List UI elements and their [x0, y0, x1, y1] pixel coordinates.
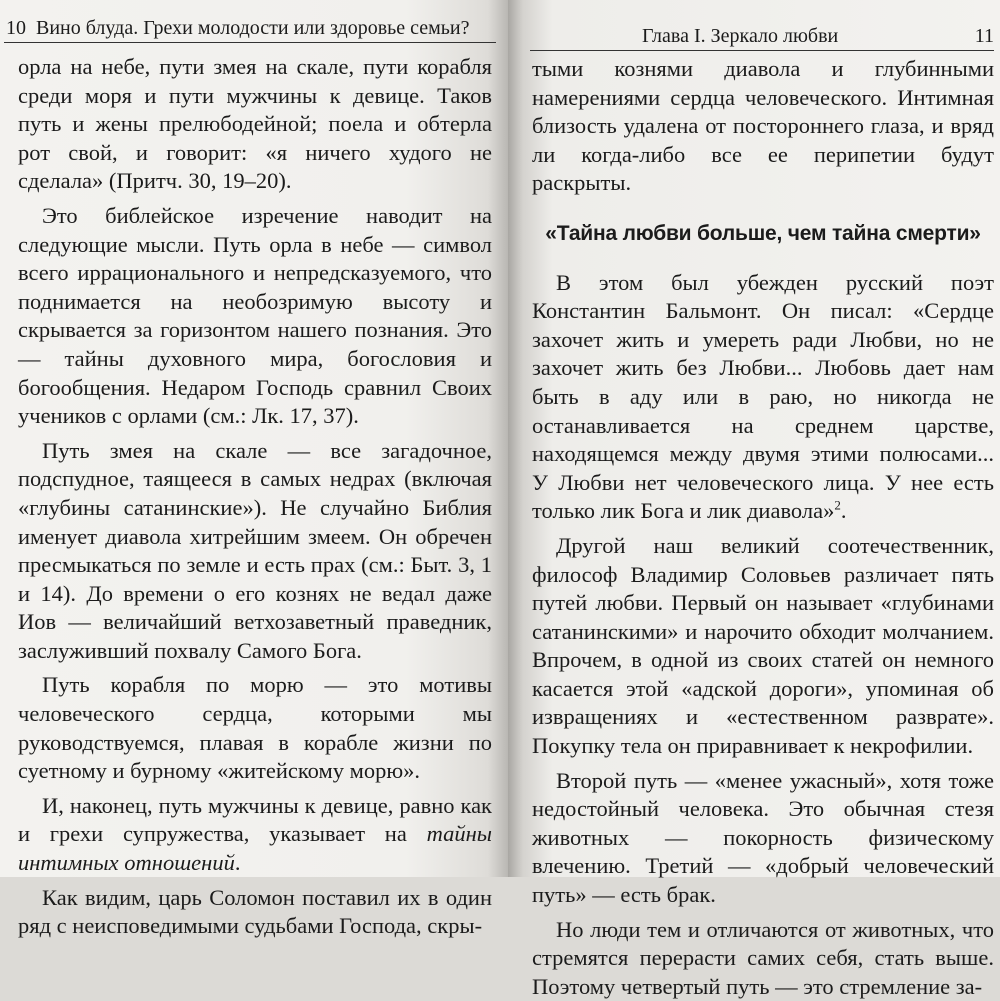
left-running-head: [4, 4, 496, 43]
right-body-text: [530, 51, 994, 1001]
section-heading: «Тайна любви больше, чем тайна смерти»: [545, 221, 981, 245]
page-number: 11: [974, 25, 994, 47]
paragraph: Это библейское изречение наводит на следующие мысли. Путь орла в небе — символ всего иррационального и непредсказуемого, что поднимается на необозримую высоту и скрывается за горизонтом нашего познания. Это — тайны духовного мира, богословия и богообщения. Недаром Господь сравнил Своих учеников с орлами (см.: Лк. 17, 37).: [18, 202, 492, 429]
italic-phrase: тайны интимных отношений: [18, 821, 492, 876]
paragraph: орла на небе, пути змея на скале, пути корабля среди моря и пути мужчины к девице. Таков путь и жены прелюбодейной; поела и обтерла рот свой, и говорит: «я ничего худого не сделала» (Притч. 30, 19–20).: [18, 54, 492, 194]
running-title: Глава I. Зеркало любви: [642, 25, 839, 47]
footnote-marker: 2: [834, 497, 841, 513]
paragraph: Второй путь — «менее ужасный», хотя тоже недостойный человека. Это обычная стезя животных — покорность физическому влечению. Третий — «добрый человеческий путь» — есть брак.: [532, 767, 994, 908]
paragraph: Путь корабля по морю — это мотивы человеческого сердца, которыми мы руководствуемся, плавая в корабле жизни по суетному и бурному «житейскому морю».: [18, 672, 492, 784]
left-body-text: [4, 43, 496, 941]
paragraph-text: .: [234, 850, 241, 876]
paragraph: Другой наш великий соотечественник, философ Владимир Соловьев различает пять путей любви. Первый он называет «глубинами сатанинскими» и нарочито обходит молчанием. Впрочем, в одной из своих статей он немного касается этой «адской дороги», упоминая об извращениях и «естественном разврате». Покупку тела он приравнивает к некрофилии.: [532, 532, 994, 759]
right-running-head: [530, 18, 994, 51]
paragraph-text: В этом был убежден русский поэт Константин Бальмонт. Он писал: «Сердце захочет жить и умереть ради Любви, но не захочет жить без Любви... Любовь дает нам быть в аду или в раю, но никогда не останавливается на среднем царстве, находящемся между двумя этими полюсами... У Любви нет человеческого лица. У нее есть только лик Бога и лик диавола»: [532, 269, 994, 524]
left-page: [0, 0, 508, 939]
paragraph: Путь змея на скале — все загадочное, подспудное, таящееся в самых недрах (включая «глубины сатанинские»). Не случайно Библия именует диавола хитрейшим змеем. Он обречен пресмыкаться по земле и есть прах (см.: Быт. 3, 1 и 14). До времени о его кознях не ведал даже Иов — величайший ветхозаветный праведник, заслуживший похвалу Самого Бога.: [18, 437, 492, 663]
paragraph: Как видим, царь Соломон поставил их в один ряд с неисповедимыми судьбами Господа, скры-: [18, 884, 492, 939]
right-page: [508, 0, 1000, 999]
paragraph: [18, 792, 492, 878]
paragraph: Но люди тем и отличаются от животных, что стремятся перерасти самих себя, стать выше. Поэтому четвертый путь — это стремление за-: [532, 916, 994, 999]
paragraph: тыми кознями диавола и глубинными намерениями сердца человеческого. Интимная близость удалена от постороннего глаза, и вряд ли когда-либо все ее перипетии будут раскрыты.: [532, 56, 994, 196]
paragraph: [532, 269, 994, 526]
paragraph-text: И, наконец, путь мужчины к девице, равно как и грехи супружества, указывает на: [18, 792, 492, 847]
page-number: 10: [6, 17, 26, 39]
paragraph-text: .: [840, 498, 847, 524]
running-title: Вино блуда. Грехи молодости или здоровье семьи?: [36, 17, 470, 39]
